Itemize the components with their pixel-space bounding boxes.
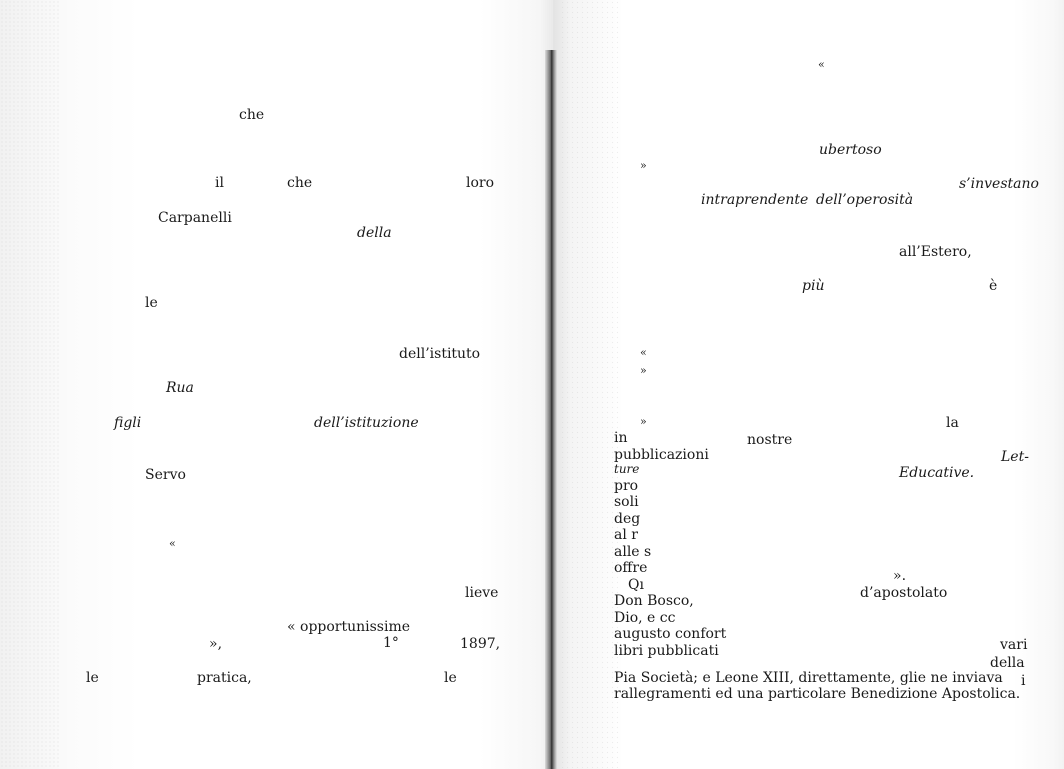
text-fragment: figli [114,415,142,431]
text-line: ture [614,462,640,476]
text-line: augusto confort [614,626,727,642]
text-fragment: Educative. [899,465,975,481]
text-line: rallegramenti ed una particolare Benedizione Apostolica. [614,685,1021,702]
text-line: alle s [614,543,652,560]
page-edge-texture [0,0,60,769]
text-line: offre [614,560,648,576]
text-fragment: intraprendente [701,192,809,208]
book-gutter [545,50,557,769]
text-fragment: è [989,278,998,294]
closing-paragraph [614,671,1030,702]
text-fragment: Servo [145,467,186,483]
text-fragment: « [818,58,825,71]
text-line: Qı [628,576,644,593]
text-line: al r [614,527,638,543]
text-fragment: loro [466,175,495,191]
text-fragment: ubertoso [819,142,882,158]
text-fragment: Rua [166,380,194,396]
text-fragment: della [357,225,392,241]
text-fragment: pratica, [197,670,252,686]
text-line: libri pubblicati [614,642,719,659]
text-line: in [614,430,628,446]
text-line: Dio, e cc [614,609,676,626]
text-fragment: dell’istituto [399,346,481,362]
text-column-left-edge [614,431,726,658]
text-fragment: vari [1000,637,1028,653]
text-line: pro [614,477,639,494]
text-fragment: » [640,364,647,377]
text-fragment: la [946,415,959,431]
text-fragment: nostre [747,432,793,448]
text-fragment: 1° [383,635,399,651]
text-fragment: ». [893,568,907,584]
text-fragment: i [1021,673,1026,689]
text-fragment: 1897, [460,636,501,652]
text-fragment: all’Estero, [899,244,972,260]
text-fragment: più [802,278,825,294]
text-line: soli [614,494,639,510]
text-fragment: che [287,175,313,191]
text-line: Don Bosco, [614,593,694,609]
text-fragment: il [215,175,224,191]
text-line: deg [614,510,641,527]
text-fragment: s’investano [959,176,1039,192]
text-fragment: le [444,670,457,686]
text-fragment: dell’istituzione [314,415,419,431]
text-fragment: Carpanelli [158,210,232,226]
text-fragment: « [169,537,176,550]
text-line: pubblicazioni [614,446,709,463]
text-fragment: della [990,655,1025,671]
text-fragment: lieve [465,585,499,601]
text-fragment: « [640,346,647,359]
text-fragment: che [239,107,265,123]
text-fragment: dell’operosità [816,192,914,208]
text-fragment: le [86,670,99,686]
text-fragment: le [145,295,158,311]
text-line: Pia Società; e Leone XIII, direttamente, glie ne inviava [614,670,1003,686]
text-fragment: « opportunissime [287,619,411,635]
text-fragment: » [640,159,647,172]
text-fragment: Let- [1001,449,1029,465]
text-fragment: d’apostolato [860,585,948,601]
text-fragment: », [209,636,223,652]
text-fragment: » [640,415,647,428]
